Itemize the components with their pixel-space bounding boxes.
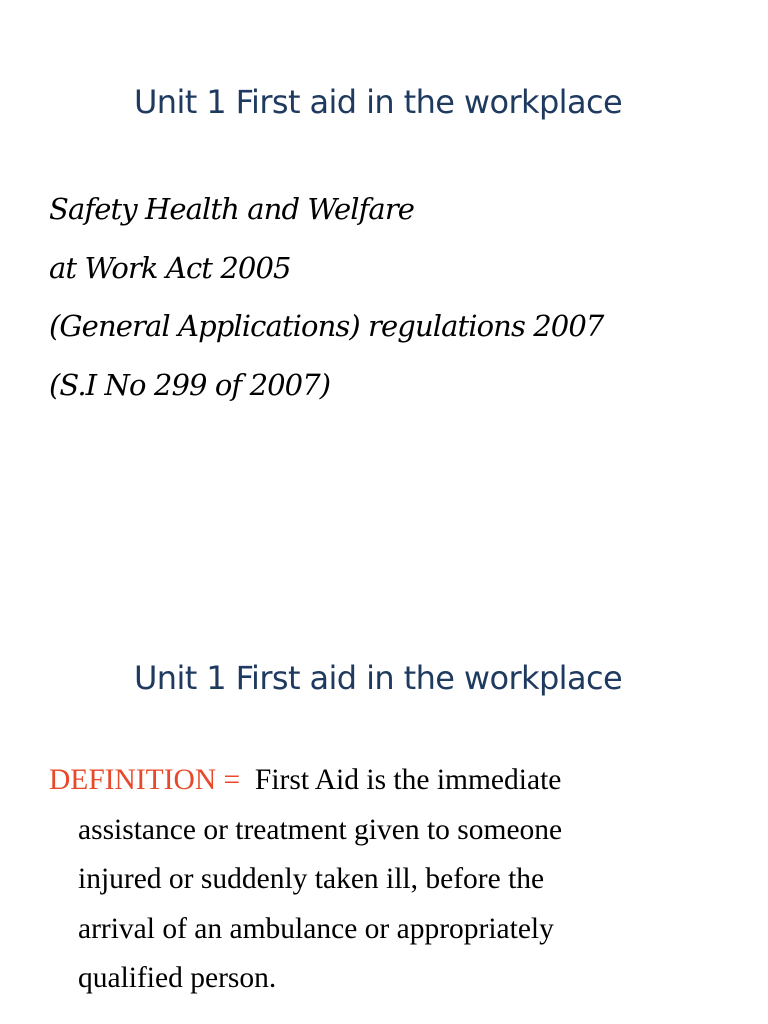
definition-text: qualified person. (78, 962, 277, 994)
definition-text: assistance or treatment given to someone (78, 813, 563, 846)
slide-1-line: (General Applications) regulations 2007 (49, 309, 604, 343)
definition-text: arrival of an ambulance or appropriately (78, 912, 554, 945)
slide-1-line: (S.I No 299 of 2007) (49, 367, 331, 402)
definition-label: DEFINITION = (49, 764, 241, 796)
slide-2 (0, 576, 768, 1024)
slide-1-body (49, 180, 603, 414)
definition-first-line (49, 756, 729, 806)
definition-paragraph (49, 756, 729, 1004)
definition-text: injured or suddenly taken ill, before the (78, 863, 545, 895)
slide-2-title: Unit 1 First aid in the workplace (133, 659, 623, 697)
slide-1-title: Unit 1 First aid in the workplace (133, 83, 623, 121)
definition-text: First Aid is the immediate (254, 764, 562, 796)
slide-1-line: Safety Health and Welfare (49, 192, 415, 226)
slide-1-line: at Work Act 2005 (49, 250, 291, 285)
